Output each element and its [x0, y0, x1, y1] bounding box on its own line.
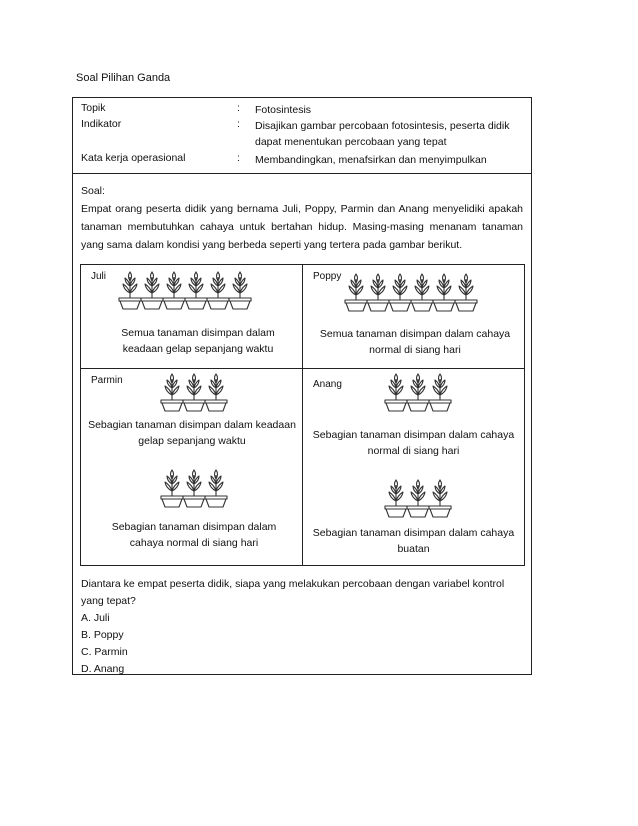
experiment-caption: Semua tanaman disimpan dalam keadaan gelap sepanjang waktu [121, 327, 275, 355]
meta-key: Indikator [81, 118, 122, 130]
potted-plant-icon [207, 272, 229, 309]
potted-plant-icon [389, 274, 411, 311]
potted-plant-icon [205, 470, 227, 507]
plant-pots-icon [385, 479, 460, 519]
experiment-grid [80, 264, 525, 566]
experiment-poppy [303, 265, 524, 369]
meta-value: Disajikan gambar percobaan fotosintesis, peserta didik dapat menentukan percobaan yang tepat [255, 120, 510, 148]
experiment-caption: Semua tanaman disimpan dalam cahaya normal di siang hari [319, 328, 511, 356]
potted-plant-icon [433, 274, 455, 311]
experiment-parmin [81, 369, 303, 565]
potted-plant-icon [163, 272, 185, 309]
student-name: Anang [313, 379, 342, 390]
potted-plant-icon [455, 274, 477, 311]
potted-plant-icon [183, 470, 205, 507]
meta-section [73, 98, 531, 174]
question-text: Diantara ke empat peserta didik, siapa yang melakukan percobaan dengan variabel kontrol yang tepat? [81, 578, 505, 607]
experiment-caption: Sebagian tanaman disimpan dalam cahaya normal di siang hari [111, 521, 277, 549]
potted-plant-icon [385, 480, 407, 517]
potted-plant-icon [229, 272, 251, 309]
meta-value: Membandingkan, menafsirkan dan menyimpulkan [255, 154, 487, 166]
meta-value: Fotosintesis [255, 104, 312, 116]
potted-plant-icon [185, 272, 207, 309]
option-b: B. Poppy [81, 629, 124, 641]
potted-plant-icon [161, 374, 183, 411]
potted-plant-icon [429, 374, 451, 411]
potted-plant-icon [407, 480, 429, 517]
potted-plant-icon [411, 274, 433, 311]
option-c: C. Parmin [81, 646, 128, 658]
potted-plant-icon [367, 274, 389, 311]
meta-colon: : [237, 102, 240, 114]
plant-pots-icon [119, 271, 269, 311]
meta-colon: : [237, 118, 240, 130]
plant-pots-icon [161, 469, 236, 509]
option-d: D. Anang [81, 663, 125, 675]
soal-text: Empat orang peserta didik yang bernama Juli, Poppy, Parmin dan Anang menyelidiki apakah tanaman membutuhkan cahaya untuk bertahan hidup. Masing-masing menanam tanaman yang sama dalam kondisi yang berbeda seperti yang tertera pada gambar berikut. [81, 203, 523, 251]
meta-key: Kata kerja operasional [81, 152, 186, 164]
potted-plant-icon [385, 374, 407, 411]
student-name: Parmin [91, 375, 123, 386]
meta-colon: : [237, 152, 240, 164]
experiment-caption: Sebagian tanaman disimpan dalam cahaya normal di siang hari [312, 429, 515, 457]
experiment-caption: Sebagian tanaman disimpan dalam cahaya buatan [312, 527, 515, 555]
potted-plant-icon [183, 374, 205, 411]
question-section [81, 576, 523, 678]
potted-plant-icon [429, 480, 451, 517]
plant-pots-icon [345, 273, 495, 313]
soal-section [81, 182, 523, 254]
potted-plant-icon [161, 470, 183, 507]
experiment-anang [303, 369, 524, 565]
student-name: Poppy [313, 271, 342, 282]
option-a: A. Juli [81, 612, 110, 624]
potted-plant-icon [141, 272, 163, 309]
student-name: Juli [91, 271, 107, 282]
plant-pots-icon [161, 373, 236, 413]
plant-pots-icon [385, 373, 460, 413]
experiment-juli [81, 265, 303, 369]
potted-plant-icon [407, 374, 429, 411]
page-title: Soal Pilihan Ganda [76, 72, 171, 84]
question-box [72, 97, 532, 675]
soal-label: Soal: [81, 185, 105, 197]
meta-key: Topik [81, 102, 106, 114]
potted-plant-icon [345, 274, 367, 311]
experiment-caption: Sebagian tanaman disimpan dalam keadaan gelap sepanjang waktu [88, 419, 296, 447]
potted-plant-icon [205, 374, 227, 411]
potted-plant-icon [119, 272, 141, 309]
